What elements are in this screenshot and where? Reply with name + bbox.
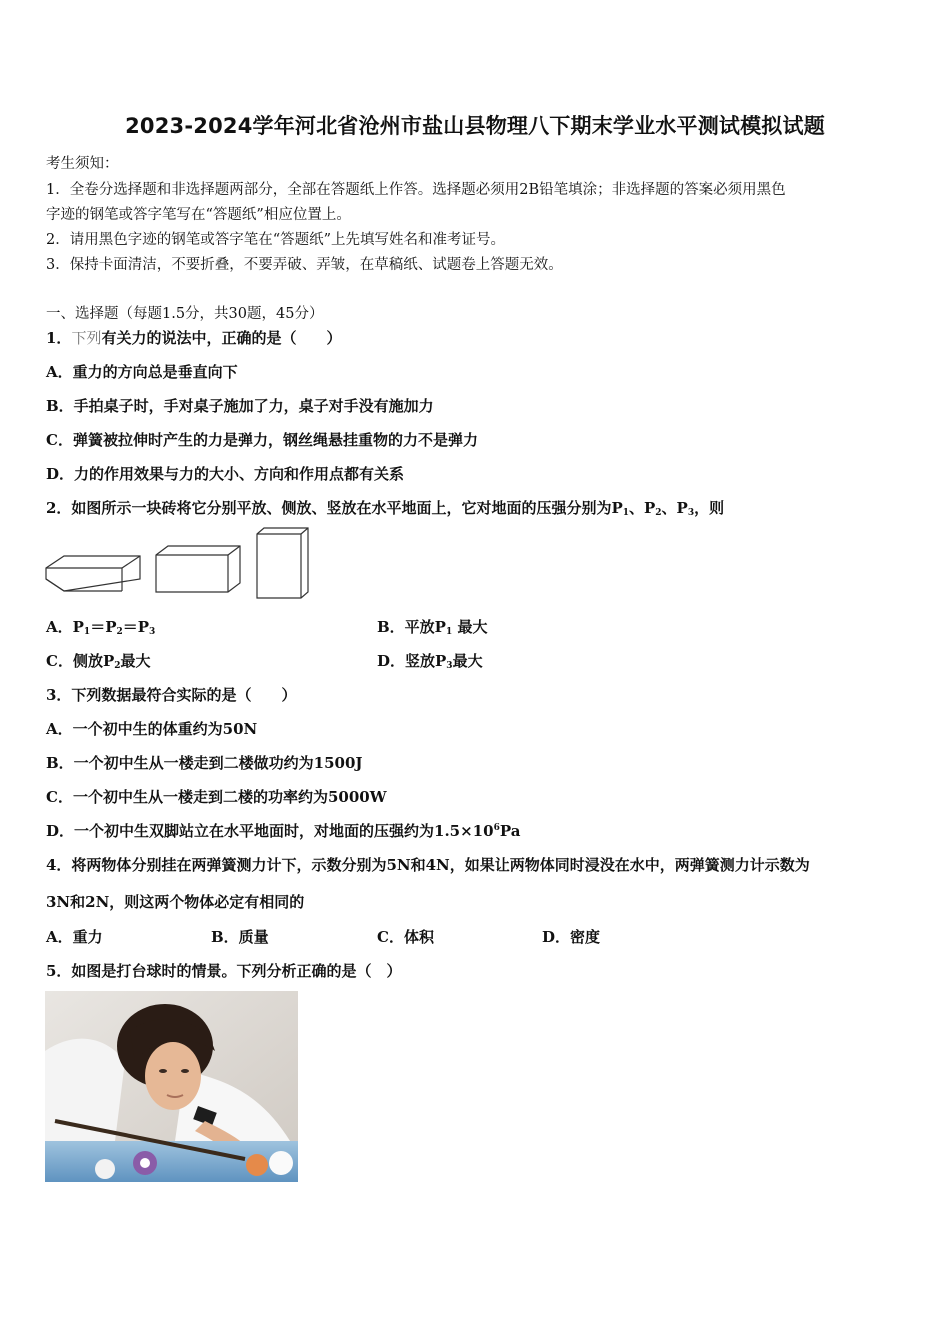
page-title: 2023-2024学年河北省沧州市盐山县物理八下期末学业水平测试模拟试题 bbox=[125, 114, 825, 138]
bricks-figure bbox=[44, 527, 314, 603]
question-2-option-c bbox=[46, 650, 151, 671]
option-text: ＝P bbox=[90, 618, 117, 636]
subscript: 2 bbox=[114, 661, 121, 671]
brick-flat bbox=[46, 556, 140, 591]
option-text: 最大 bbox=[457, 618, 488, 636]
option-text: 最大 bbox=[120, 652, 151, 670]
question-1-option-d: D．力的作用效果与力的大小、方向和作用点都有关系 bbox=[46, 465, 405, 483]
billiards-photo bbox=[45, 991, 298, 1182]
separator: 、P bbox=[661, 499, 688, 517]
question-4-option-b: B．质量 bbox=[211, 928, 269, 946]
question-3-option-b: B．一个初中生从一楼走到二楼做功约为1500J bbox=[46, 754, 363, 772]
subscript: 3 bbox=[446, 661, 453, 671]
question-3-option-a: A．一个初中生的体重约为50N bbox=[46, 720, 258, 738]
question-5-stem: 5．如图是打台球时的情景。下列分析正确的是（ ） bbox=[46, 962, 402, 980]
subscript: 3 bbox=[149, 627, 156, 637]
question-4-option-a: A．重力 bbox=[46, 928, 103, 946]
option-text: A．P bbox=[46, 618, 84, 636]
question-1-text: 有关力的说法中，正确的是（ ） bbox=[101, 329, 342, 347]
question-1-number: 1． bbox=[46, 329, 72, 347]
question-2-option-b bbox=[377, 616, 487, 637]
brick-upright bbox=[257, 528, 308, 598]
question-4-stem: 4．将两物体分别挂在两弹簧测力计下，示数分别为5N和4N，如果让两物体同时浸没在水中，两弹簧测力计示数为 bbox=[46, 856, 810, 874]
option-text: 最大 bbox=[452, 652, 483, 670]
question-1-option-a: A．重力的方向总是垂直向下 bbox=[46, 363, 238, 381]
question-2-option-a bbox=[46, 616, 155, 637]
question-1-faint-text: 下列 bbox=[71, 329, 102, 347]
option-text: B．平放P bbox=[377, 618, 446, 636]
notice-item-1: 1．全卷分选择题和非选择题两部分，全部在答题纸上作答。选择题必须用2B铅笔填涂；非选择题的答案必须用黑色 bbox=[46, 182, 786, 198]
question-4-option-d: D．密度 bbox=[542, 928, 601, 946]
question-1-option-b: B．手拍桌子时，手对桌子施加了力，桌子对手没有施加力 bbox=[46, 397, 434, 415]
option-text: D．一个初中生双脚站立在水平地面时，对地面的压强约为1.5×10 bbox=[46, 822, 494, 840]
section-heading: 一、选择题（每题1.5分，共30题，45分） bbox=[46, 306, 324, 322]
notice-item-1-cont: 字迹的钢笔或答字笔写在“答题纸”相应位置上。 bbox=[46, 207, 351, 223]
question-3-option-c: C．一个初中生从一楼走到二楼的功率约为5000W bbox=[46, 788, 387, 806]
exponent: 6 bbox=[493, 823, 500, 833]
question-1-stem bbox=[46, 327, 341, 348]
subscript: 3 bbox=[687, 508, 695, 518]
option-text: D．竖放P bbox=[377, 652, 447, 670]
question-2-text: 2．如图所示一块砖将它分别平放、侧放、竖放在水平地面上，它对地面的压强分别为P bbox=[46, 499, 623, 517]
brick-side bbox=[156, 546, 240, 592]
question-2-text-end: ，则 bbox=[694, 499, 725, 517]
option-text: C．侧放P bbox=[46, 652, 115, 670]
notice-item-3: 3．保持卡面清洁，不要折叠，不要弄破、弄皱，在草稿纸、试题卷上答题无效。 bbox=[46, 257, 563, 273]
question-4-option-c: C．体积 bbox=[377, 928, 434, 946]
separator: 、P bbox=[629, 499, 656, 517]
question-4-stem-cont: 3N和2N，则这两个物体必定有相同的 bbox=[46, 893, 305, 911]
subscript: 2 bbox=[655, 508, 662, 518]
question-2-stem bbox=[46, 497, 724, 518]
question-2-option-d bbox=[377, 650, 483, 671]
question-3-option-d bbox=[46, 820, 520, 841]
option-text: Pa bbox=[499, 822, 521, 840]
subscript: 1 bbox=[622, 508, 629, 518]
subscript: 2 bbox=[116, 627, 123, 637]
subscript: 1 bbox=[445, 627, 453, 637]
question-1-option-c: C．弹簧被拉伸时产生的力是弹力，钢丝绳悬挂重物的力不是弹力 bbox=[46, 431, 478, 449]
subscript: 1 bbox=[83, 627, 91, 637]
notice-heading: 考生须知： bbox=[46, 156, 119, 172]
question-3-stem: 3．下列数据最符合实际的是（ ） bbox=[46, 686, 297, 704]
notice-item-2: 2．请用黑色字迹的钢笔或答字笔在“答题纸”上先填写姓名和准考证号。 bbox=[46, 232, 506, 248]
option-text: ＝P bbox=[122, 618, 150, 636]
